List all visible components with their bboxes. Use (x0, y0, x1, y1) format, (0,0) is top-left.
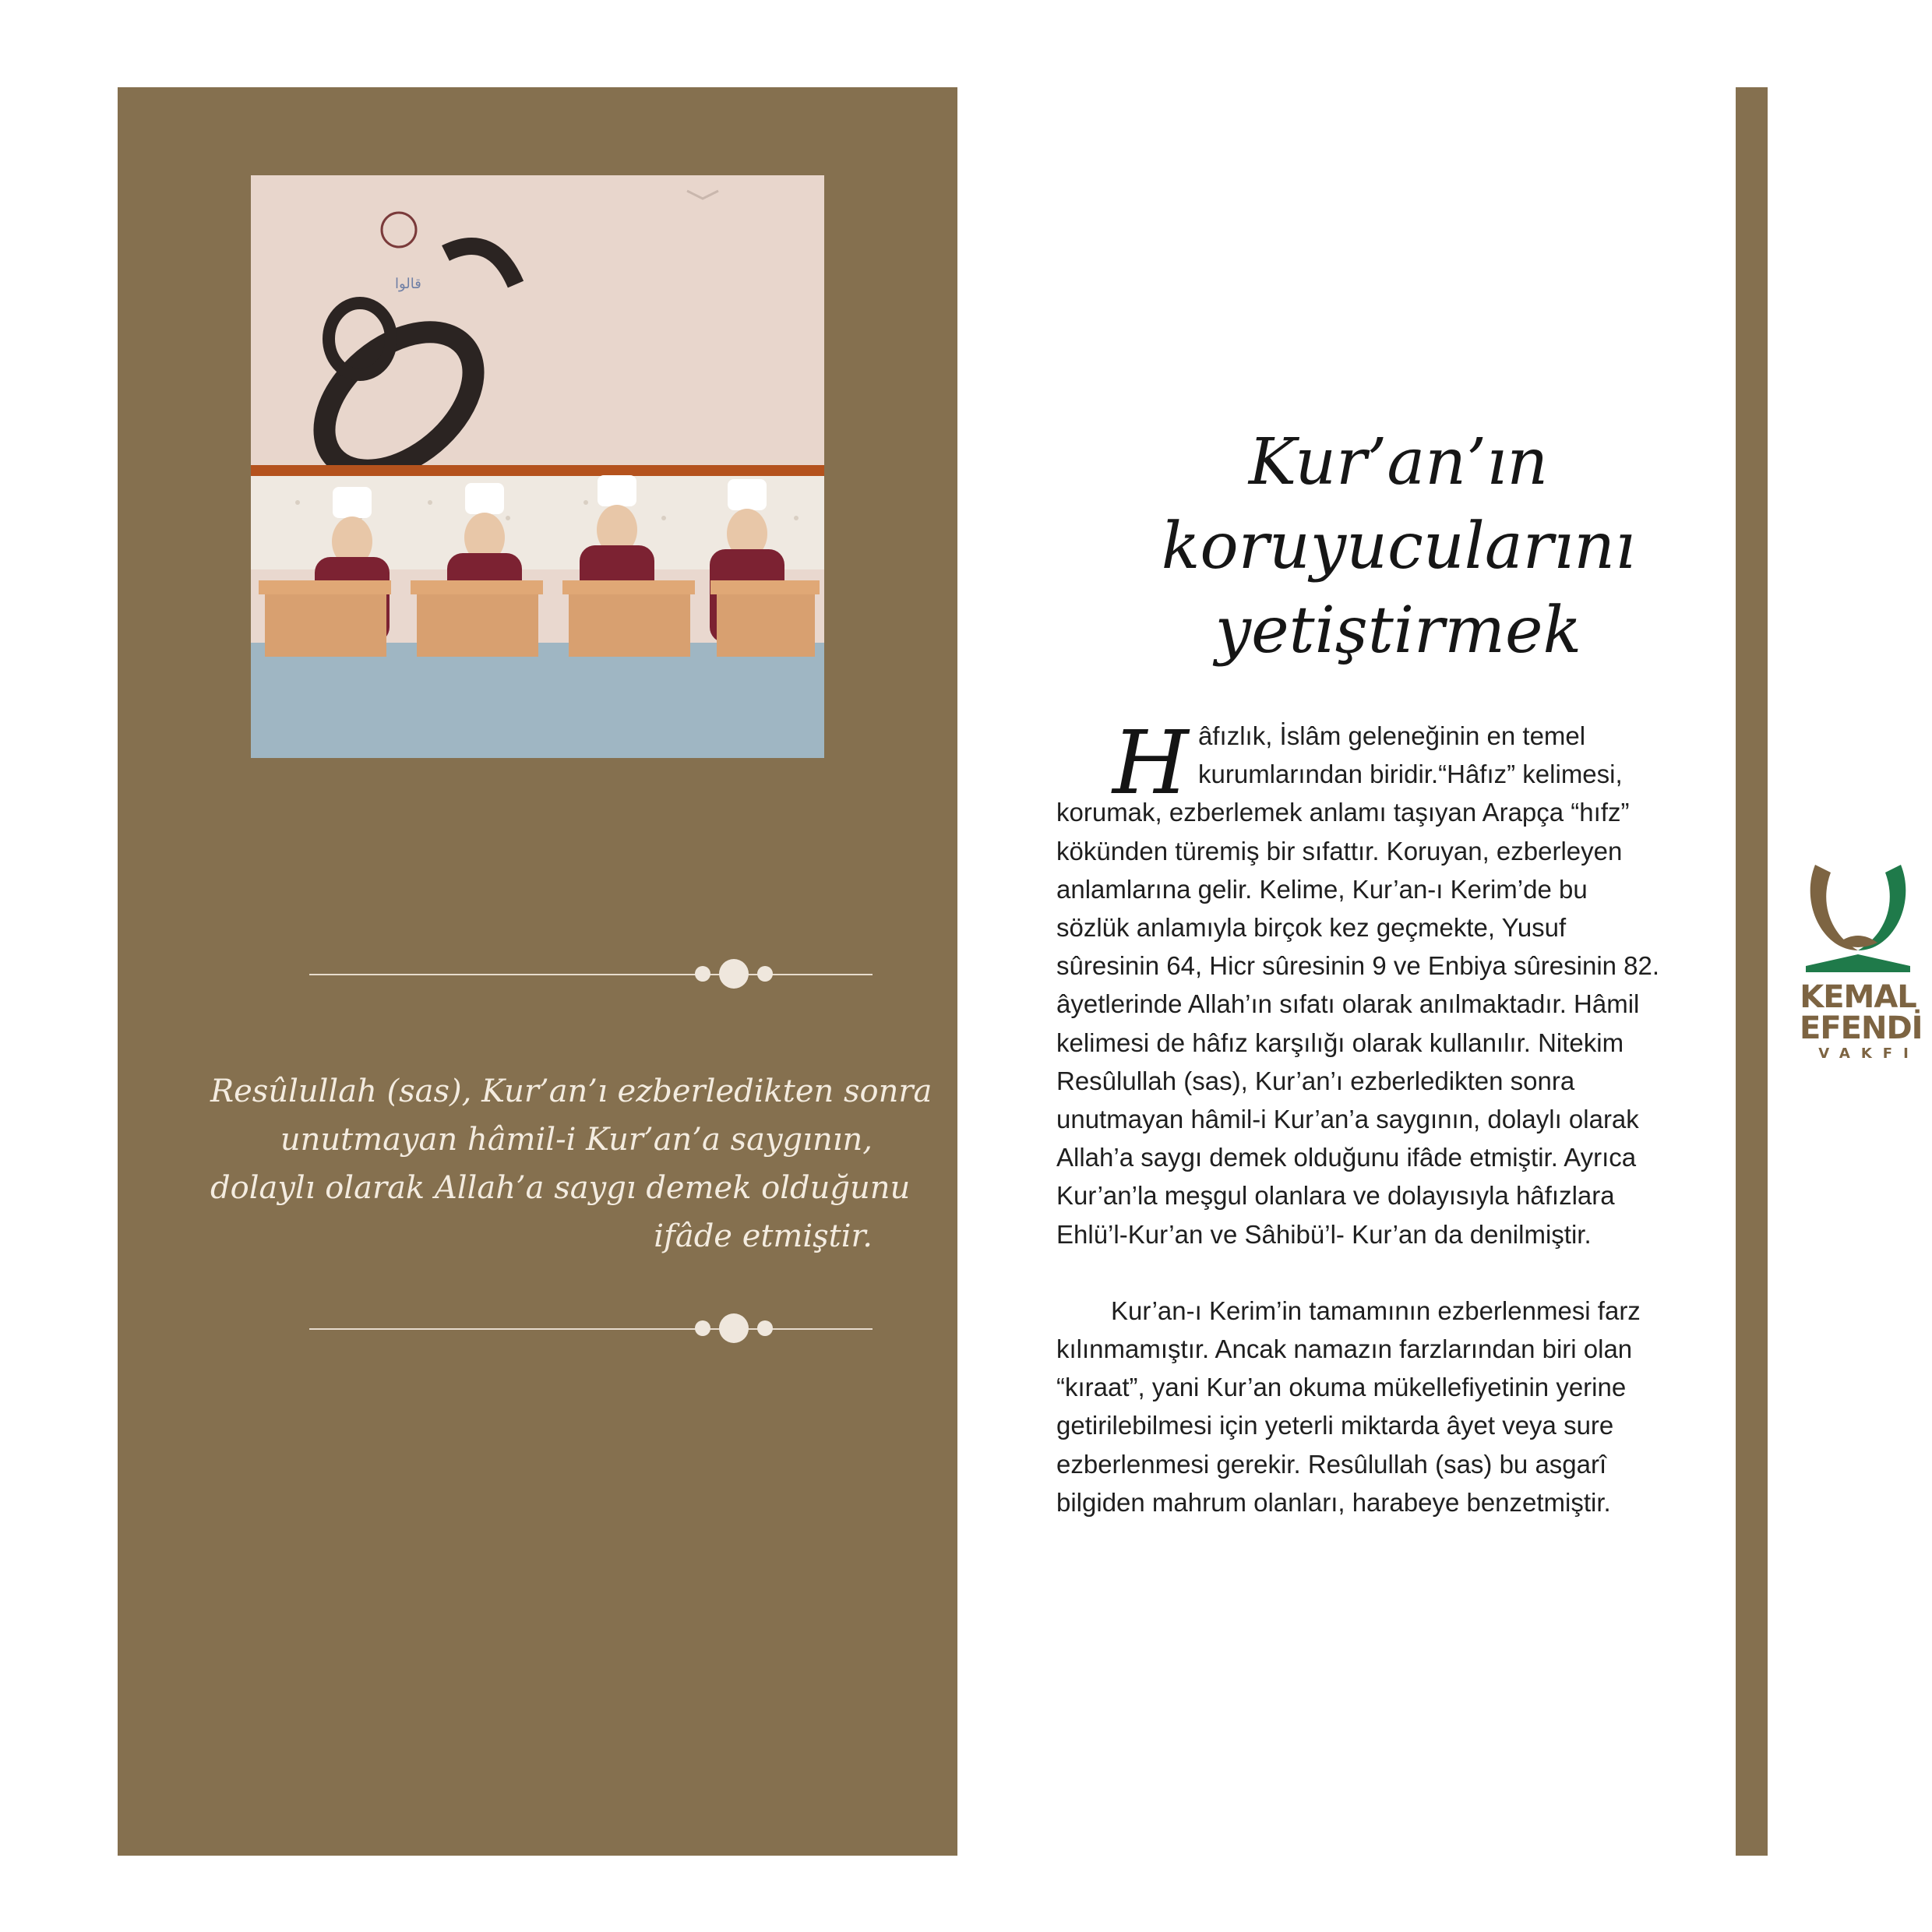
quote-line: Resûlullah (sas), Kur’an’ı ezberledikten sonra (210, 1074, 933, 1109)
body-line: sözlük anlamıyla birçok kez geçmekte, Yusuf (1056, 913, 1567, 943)
photo-illustration (251, 175, 824, 758)
ornament-divider-top (309, 959, 873, 990)
drop-cap: H (1112, 713, 1189, 814)
body-line: âyetlerinde Allah’ın sıfatı olarak anılmaktadır. Hâmil (1056, 989, 1640, 1019)
body-line: “kıraat”, yani Kur’an okuma mükellefiyetinin yerine (1056, 1373, 1627, 1402)
quote-line: ifâde etmiştir. (654, 1218, 873, 1254)
pull-quote (210, 1067, 933, 1260)
body-line: unutmayan hâmil-i Kur’an’a saygının, dolaylı olarak (1056, 1105, 1639, 1134)
quote-line: unutmayan hâmil-i Kur’an’a saygının, (280, 1122, 873, 1158)
title-line: Kur’an’ın (1248, 425, 1549, 499)
body-line: kelimesi de hâfız karşılığı olarak kullanılır. Nitekim (1056, 1028, 1624, 1057)
paragraph-1 (1056, 713, 1664, 1253)
body-line: sûresinin 64, Hicr sûresinin 9 ve Enbiya sûresinin 82. (1056, 951, 1660, 981)
photo-children-reading (251, 175, 824, 758)
body-line: korumak, ezberlemek anlamı taşıyan Arapça “hıfz” (1056, 798, 1630, 827)
logo-text-line3: VAKFI (1818, 1045, 1920, 1062)
body-line: ezberlenmesi gerekir. Resûlullah (sas) bu asgarî (1056, 1449, 1607, 1479)
ornament-divider-bottom (309, 1313, 873, 1345)
title-line: yetiştirmek (1215, 594, 1582, 668)
body-line: Resûlullah (sas), Kur’an’ı ezberledikten sonra (1056, 1066, 1575, 1095)
body-line: kılınmamıştır. Ancak namazın farzlarından biri olan (1056, 1334, 1633, 1364)
body-line: kurumlarından biridir.“Hâfız” kelimesi, (1198, 760, 1623, 789)
page-title (1028, 421, 1768, 673)
title-line: koruyucularını (1161, 509, 1636, 583)
kemal-efendi-logo (1800, 849, 1923, 1067)
body-line: Allah’a saygı demek olduğunu ifâde etmiştir. Ayrıca (1056, 1143, 1637, 1172)
paragraph-2 (1056, 1292, 1664, 1521)
body-line: getirilebilmesi için yeterli miktarda âyet veya sure (1056, 1411, 1614, 1440)
right-brown-bar (1736, 87, 1768, 1856)
quote-line: dolaylı olarak Allah’a saygı demek olduğunu (210, 1170, 911, 1206)
body-line: bilgiden mahrum olanları, harabeye benzetmiştir. (1056, 1487, 1611, 1517)
body-line: âfızlık, İslâm geleneğinin en temel (1198, 721, 1586, 750)
article-body (1056, 713, 1664, 1521)
logo-text-line2: EFENDİ (1800, 1010, 1923, 1046)
crescent-handshake-icon (1800, 849, 1916, 982)
svg-text:ﻗﺎﻟﻮﺍ: ﻗﺎﻟﻮﺍ (395, 276, 421, 292)
body-line: Ehlü’l-Kur’an ve Sâhibü’l- Kur’an da denilmiştir. (1056, 1219, 1592, 1249)
body-line: anlamlarına gelir. Kelime, Kur’an-ı Kerim’de bu (1056, 874, 1588, 904)
body-line: kökünden türemiş bir sıfattır. Koruyan, ezberleyen (1056, 836, 1623, 866)
body-line: Kur’an’la meşgul olanlara ve dolayısıyla hâfızlara (1056, 1181, 1615, 1211)
body-line: Kur’an-ı Kerim’in tamamının ezberlenmesi farz (1111, 1296, 1641, 1325)
logo-text-line1: KEMAL (1800, 979, 1916, 1015)
